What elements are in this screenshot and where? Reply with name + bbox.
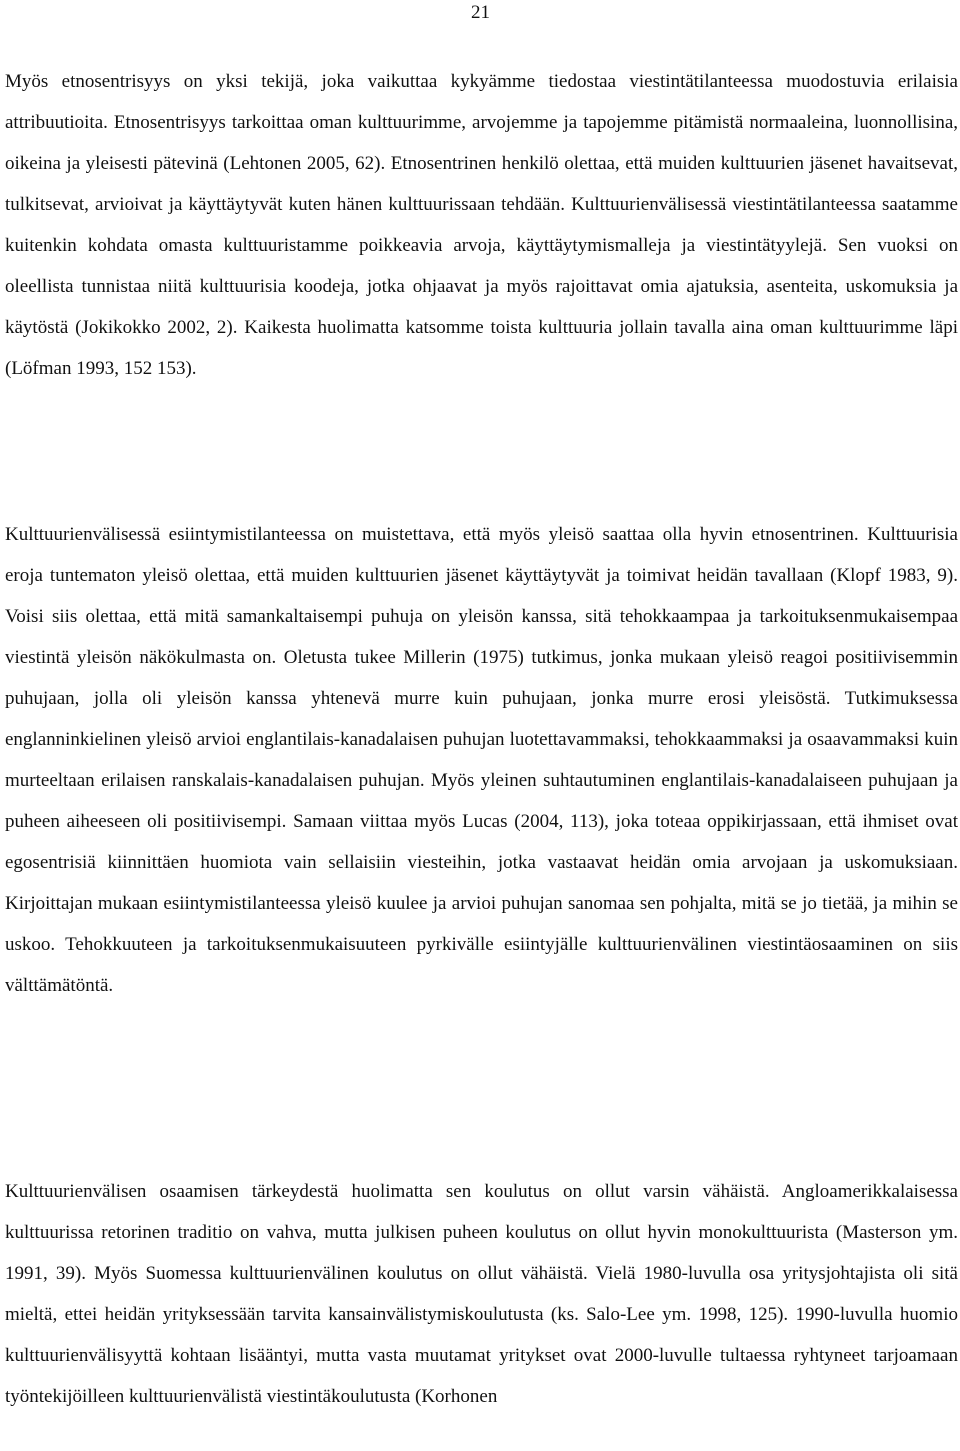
paragraph-intercultural-training: Kulttuurienvälisen osaamisen tärkeydestä huolimatta sen koulutus on ollut varsin vähäistä. Angloamerikkalaisessa kulttuurissa retorinen traditio on vahva, mutta julkisen puheen koulutus on ollut hyvin monokulttuurista (Masterson ym. 1991, 39). Myös Suomessa kulttuurienvälinen koulutus on ollut vähäistä. Vielä 1980-luvulla osa yritysjohtajista oli sitä mieltä, ettei heidän yrityksessään tarvita kansainvälistymiskoulutusta (ks. Salo-Lee ym. 1998, 125). 1990-luvulla huomio kulttuurienvälisyyttä kohtaan lisääntyi, mutta vasta muutamat yritykset ovat 2000-luvulle tultaessa ryhtyneet tarjoamaan työntekijöilleen kulttuurienvälistä viestintäkoulutusta (Korhonen: [5, 1181, 958, 1407]
paragraph-ethnocentrism: Myös etnosentrisyys on yksi tekijä, joka vaikuttaa kykyämme tiedostaa viestintätilanteessa muodostuvia erilaisia attribuutioita. Etnosentrisyys tarkoittaa oman kulttuurimme, arvojemme ja tapojemme pitämistä normaaleina, luonnollisina, oikeina ja yleisesti pätevinä (Lehtonen 2005, 62). Etnosentrinen henkilö olettaa, että muiden kulttuurien jäsenet havaitsevat, tulkitsevat, arvioivat ja käyttäytyvät kuten hänen kulttuurissaan tehdään. Kulttuurienvälisessä viestintätilanteessa saatamme kuitenkin kohdata omasta kulttuuristamme poikkeavia arvoja, käyttäytymismalleja ja viestintätyylejä. Sen vuoksi on oleellista tunnistaa niitä kulttuurisia koodeja, jotka ohjaavat ja myös rajoittavat omia ajatuksia, asenteita, uskomuksia ja käytöstä (Jokikokko 2002, 2). Kaikesta huolimatta katsomme toista kulttuuria jollain tavalla aina oman kulttuurimme läpi (Löfman 1993, 152 153).: [5, 71, 958, 379]
page-number: 21: [471, 2, 490, 23]
paragraph-audience-ethnocentrism: Kulttuurienvälisessä esiintymistilanteessa on muistettava, että myös yleisö saattaa olla hyvin etnosentrinen. Kulttuurisia eroja tuntematon yleisö olettaa, että muiden kulttuurien jäsenet käyttäytyvät ja toimivat heidän tavallaan (Klopf 1983, 9). Voisi siis olettaa, että mitä samankaltaisempi puhuja on yleisön kanssa, sitä tehokkaampaa ja tarkoituksenmukaisempaa viestintä yleisön näkökulmasta on. Oletusta tukee Millerin (1975) tutkimus, jonka mukaan yleisö reagoi positiivisemmin puhujaan, jolla oli yleisön kanssa yhtenevä murre kuin puhujaan, jonka murre erosi yleisöstä. Tutkimuksessa englanninkielinen yleisö arvioi englantilais-kanadalaisen puhujan luotettavammaksi, tehokkaammaksi ja osaavammaksi kuin murteeltaan erilaisen ranskalais-kanadalaisen puhujan. Myös yleinen suhtautuminen englantilais-kanadalaiseen puhujaan ja puheen aiheeseen oli positiivisempi. Samaan viittaa myös Lucas (2004, 113), joka toteaa oppikirjassaan, että ihmiset ovat egosentrisiä kiinnittäen huomiota vain sellaisiin viesteihin, jotka vastaavat heidän omia arvojaan ja uskomuksiaan. Kirjoittajan mukaan esiintymistilanteessa yleisö kuulee ja arvioi puhujan sanomaa sen pohjalta, mitä se jo tietää, ja mihin se uskoo. Tehokkuuteen ja tarkoituksenmukaisuuteen pyrkivälle esiintyjälle kulttuurienvälinen viestintäosaaminen on siis välttämätöntä.: [5, 524, 958, 996]
